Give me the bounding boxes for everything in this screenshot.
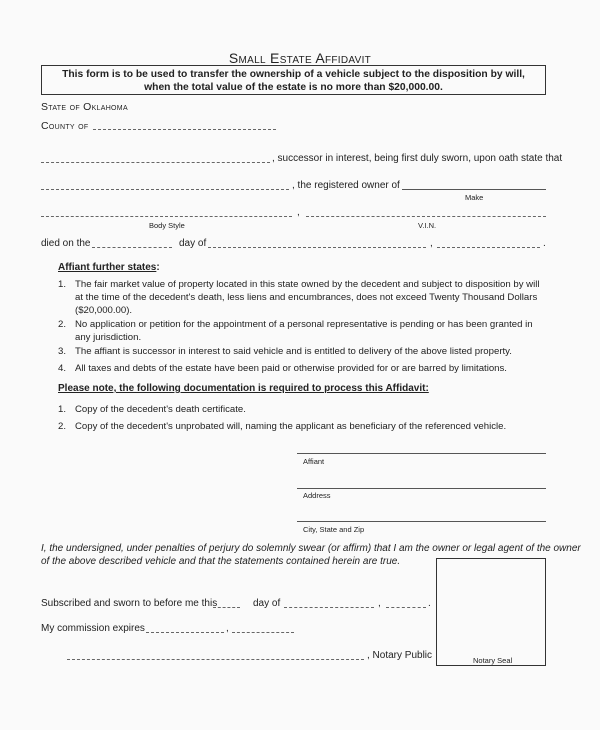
owner-text: , the registered owner of — [292, 180, 400, 191]
address-label: Address — [303, 491, 331, 500]
statement-number: 4. — [58, 363, 67, 374]
successor-text: , successor in interest, being first duly sworn, upon oath state that — [272, 153, 563, 164]
form-title: Small Estate Affidavit — [228, 50, 372, 66]
death-month-field[interactable] — [208, 247, 426, 248]
county-field[interactable] — [93, 129, 276, 130]
affiant-heading — [58, 262, 160, 273]
statement-line: The fair market value of property located in this state owned by the decedent and subject to disposition by will — [75, 279, 540, 290]
vin-label: V.I.N. — [418, 221, 437, 230]
oath-line-2: of the above described vehicle and that the statements contained herein are true. — [41, 556, 401, 567]
notary-public-label: , Notary Public — [367, 650, 433, 661]
day-of-label: day of — [179, 238, 207, 249]
vin-field[interactable] — [306, 216, 546, 217]
address-field[interactable] — [297, 488, 546, 489]
commission-year-field[interactable] — [232, 632, 294, 633]
document-number: 2. — [58, 421, 67, 432]
notary-seal-box — [436, 558, 546, 666]
comma-2: , — [430, 238, 433, 249]
document-text: Copy of the decedent's death certificate. — [75, 404, 246, 415]
statement-text — [75, 345, 565, 358]
affiant-heading-colon: : — [156, 262, 160, 273]
statement-text — [75, 362, 565, 375]
commission-comma: , — [226, 623, 229, 634]
body-style-field[interactable] — [41, 216, 292, 217]
oath-line-1: I, the undersigned, under penalties of perjury do solemnly swear (or affirm) that I am the owner or legal agent of the owner — [41, 543, 581, 554]
statement-text — [75, 318, 565, 344]
subscribed-label: Subscribed and sworn to before me this — [41, 598, 218, 609]
notice-line-2: when the total value of the estate is no more than $20,000.00. — [144, 82, 443, 93]
document-number: 1. — [58, 404, 67, 415]
notary-comma: , — [378, 598, 381, 609]
affiant-heading-text: Affiant further states — [58, 262, 157, 273]
notary-signature-field[interactable] — [67, 659, 364, 660]
owner-name-field[interactable] — [41, 189, 289, 190]
document-text: Copy of the decedent's unprobated will, naming the applicant as beneficiary of the referenced vehicle. — [75, 421, 507, 432]
period-1: . — [543, 238, 546, 249]
sworn-month-field[interactable] — [284, 607, 374, 608]
city-state-zip-label: City, State and Zip — [303, 525, 365, 534]
statement-line: All taxes and debts of the estate have been paid or otherwise provided for or are barred by limitations. — [75, 363, 507, 374]
notary-seal-label: Notary Seal — [473, 656, 513, 665]
statement-text — [75, 278, 565, 317]
notary-period: . — [428, 598, 431, 609]
statement-line: No application or petition for the appointment of a personal representative is pending or has been granted in — [75, 319, 533, 330]
statement-line: at the time of the decedent's death, less liens and encumbrances, does not exceed Twenty Thousand Dollars — [75, 292, 538, 303]
death-day-field[interactable] — [92, 247, 172, 248]
city-state-zip-field[interactable] — [297, 521, 546, 522]
notice-box — [41, 65, 546, 95]
commission-label: My commission expires — [41, 623, 145, 634]
successor-name-field[interactable] — [41, 162, 270, 163]
statement-number: 1. — [58, 279, 67, 290]
make-field[interactable] — [402, 189, 546, 190]
sworn-year-field[interactable] — [386, 607, 426, 608]
statement-number: 3. — [58, 346, 67, 357]
statement-line: any jurisdiction. — [75, 332, 142, 343]
body-style-label: Body Style — [149, 221, 185, 230]
affiant-signature-field[interactable] — [297, 453, 546, 454]
documentation-heading: Please note, the following documentation is required to process this Affidavit: — [58, 383, 429, 394]
state-label: State of Oklahoma — [41, 101, 128, 113]
county-label: County of — [41, 120, 89, 132]
statement-line: ($20,000.00). — [75, 305, 133, 316]
died-on-label: died on the — [41, 238, 91, 249]
death-year-field[interactable] — [437, 247, 540, 248]
commission-date-field[interactable] — [146, 632, 224, 633]
make-label: Make — [465, 193, 484, 202]
statement-line: The affiant is successor in interest to said vehicle and is entitled to delivery of the above listed property. — [75, 346, 512, 357]
statement-number: 2. — [58, 319, 67, 330]
sworn-day-field[interactable] — [213, 607, 240, 608]
comma-1: , — [297, 207, 300, 218]
notary-day-of-label: day of — [253, 598, 281, 609]
affiant-label: Affiant — [303, 457, 325, 466]
notice-line-1: This form is to be used to transfer the ownership of a vehicle subject to the disposition by will, — [62, 69, 525, 80]
